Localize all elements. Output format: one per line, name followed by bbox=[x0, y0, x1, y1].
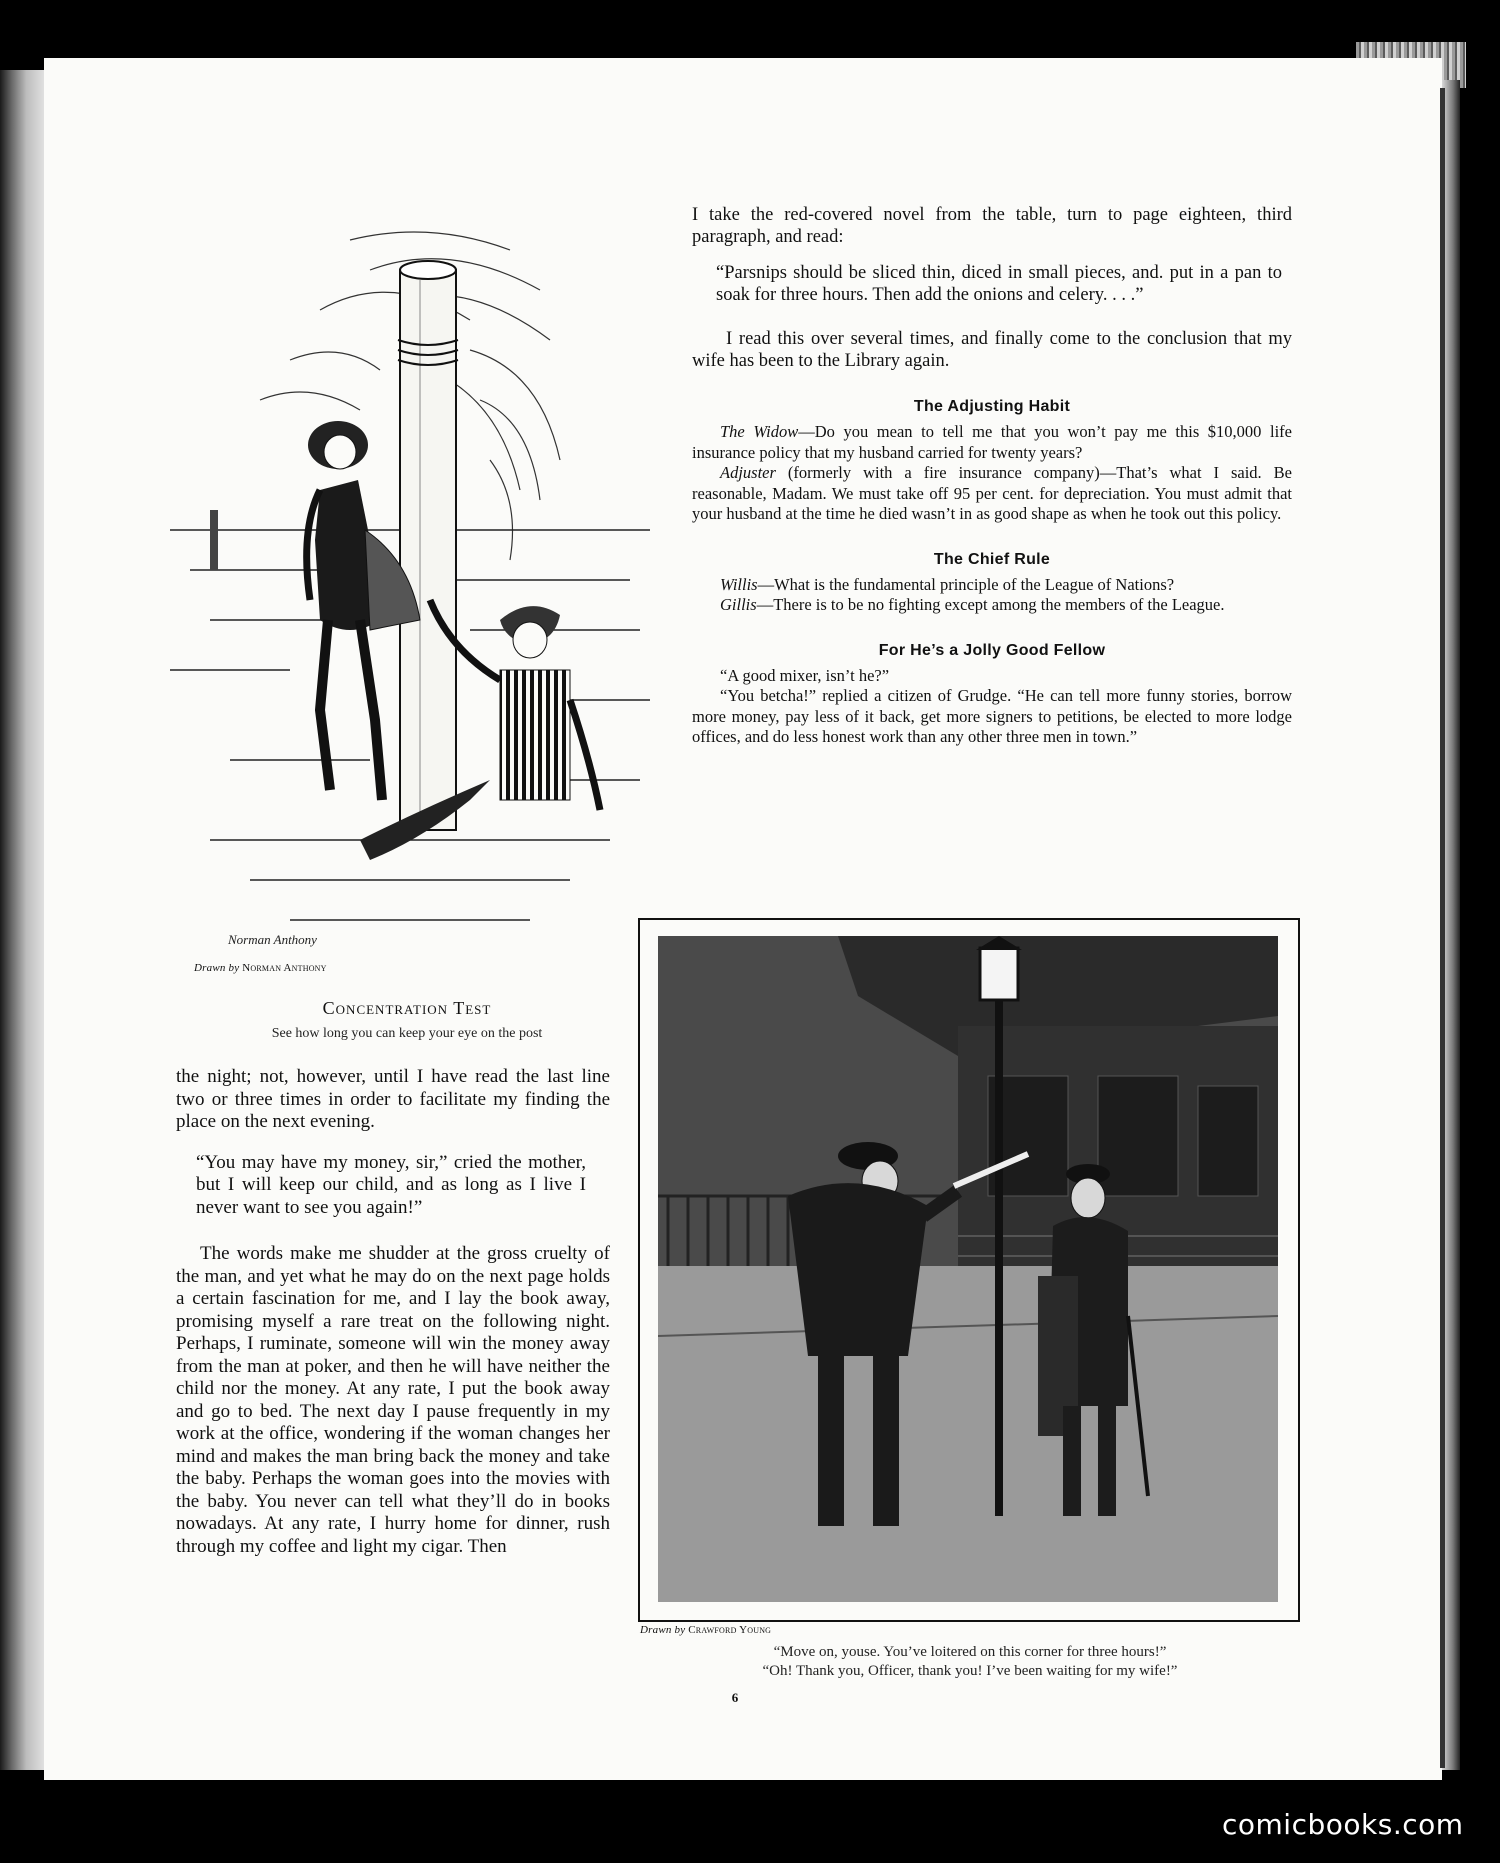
caption-line: “Oh! Thank you, Officer, thank you! I’ve been waiting for my wife!” bbox=[762, 1663, 1178, 1679]
paragraph: I take the red-covered novel from the table, turn to page eighteen, third paragraph, and read: bbox=[692, 205, 1292, 247]
paragraph: I read this over several times, and finally come to the conclusion that my wife has been to the Library again. bbox=[692, 329, 1292, 371]
officer-street-illustration bbox=[658, 936, 1278, 1602]
quoted-passage: “You may have my money, sir,” cried the mother, but I will keep our child, and as long as I live I never want to see you again!” bbox=[196, 1151, 586, 1218]
credit-prefix: Drawn by bbox=[640, 1624, 686, 1636]
dialogue: —What is the fundamental principle of the League of Nations? bbox=[757, 574, 1175, 594]
speaker: Adjuster bbox=[720, 463, 776, 482]
drawn-by-credit bbox=[640, 1624, 771, 1636]
bathing-girls-illustration bbox=[170, 200, 650, 960]
dialogue: —There is to be no fighting except among the members of the League. bbox=[756, 595, 1225, 614]
speaker: The Widow bbox=[720, 422, 799, 441]
book-spine-left bbox=[0, 70, 48, 1770]
caption-line: “Move on, youse. You’ve loitered on this corner for three hours!” bbox=[773, 1644, 1167, 1660]
cartoon-caption bbox=[660, 1643, 1280, 1681]
section-heading: For He’s a Jolly Good Fellow bbox=[878, 641, 1106, 659]
credit-artist: Norman Anthony bbox=[242, 962, 327, 974]
watermark: comicbooks.com bbox=[1222, 1808, 1464, 1841]
left-column-text bbox=[176, 1066, 610, 1558]
section-heading: The Adjusting Habit bbox=[913, 398, 1071, 415]
section-heading: The Chief Rule bbox=[933, 550, 1051, 568]
speaker: Willis bbox=[720, 574, 758, 594]
paragraph: The words make me shudder at the gross cruelty of the man, and yet what he may do on the next page holds a certain fascination for me, and I lay the book away, promising myself a rare treat on the following night. Perhaps, I ruminate, someone will win the money away from the man at poker, and then he will have neither the child nor the money. At any rate, I put the book away and go to bed. The next day I pause frequently in my work at the office, wondering if the woman changes her mind and makes the man bring back the money and take the baby. Perhaps the woman goes into the movies with the baby. You never can tell what they’ll do in books nowadays. At any rate, I hurry home for dinner, rush through my coffee and light my cigar. Then bbox=[176, 1243, 610, 1557]
dialogue: (formerly with a fire insurance company)—That’s what I said. Be reasonable, Madam. We must take off 95 per cent. for depreciation. You must admit that your husband at the time he died wasn’t in as good shape as when he took out this policy. bbox=[692, 463, 1292, 523]
cartoon-officer-frame bbox=[638, 918, 1300, 1622]
paragraph: the night; not, however, until I have read the last line two or three times in order to facilitate my finding the place on the next evening. bbox=[176, 1066, 610, 1132]
page-edge-shadow bbox=[1440, 88, 1445, 1768]
caption-subtitle: See how long you can keep your eye on the post bbox=[271, 1026, 543, 1041]
artist-signature: Norman Anthony bbox=[228, 932, 317, 947]
drawn-by-credit bbox=[194, 962, 327, 974]
page-number: 6 bbox=[731, 1690, 739, 1705]
caption-title: Concentration Test bbox=[322, 998, 492, 1018]
joke-adjusting-habit bbox=[692, 422, 1292, 525]
dialogue: “You betcha!” replied a citizen of Grudge. “He can tell more funny stories, borrow more money, pay less of it back, get more signers to petitions, be elected to more lodge offices, and do less honest work than any other three men in town.” bbox=[692, 686, 1292, 746]
joke-jolly-good-fellow bbox=[692, 666, 1292, 748]
dialogue: —Do you mean to tell me that you won’t pay me this $10,000 life insurance policy that my husband carried for twenty years? bbox=[692, 422, 1292, 462]
credit-artist: Crawford Young bbox=[688, 1624, 772, 1636]
speaker: Gillis bbox=[720, 595, 757, 614]
right-column-text bbox=[692, 204, 1292, 748]
joke-chief-rule bbox=[692, 575, 1292, 616]
quoted-passage: “Parsnips should be sliced thin, diced in small pieces, and. put in a pan to soak for three hours. Then add the onions and celery. . . .” bbox=[716, 263, 1282, 305]
credit-prefix: Drawn by bbox=[194, 962, 240, 974]
cartoon-concentration-test bbox=[170, 200, 650, 960]
dialogue: “A good mixer, isn’t he?” bbox=[720, 665, 890, 685]
